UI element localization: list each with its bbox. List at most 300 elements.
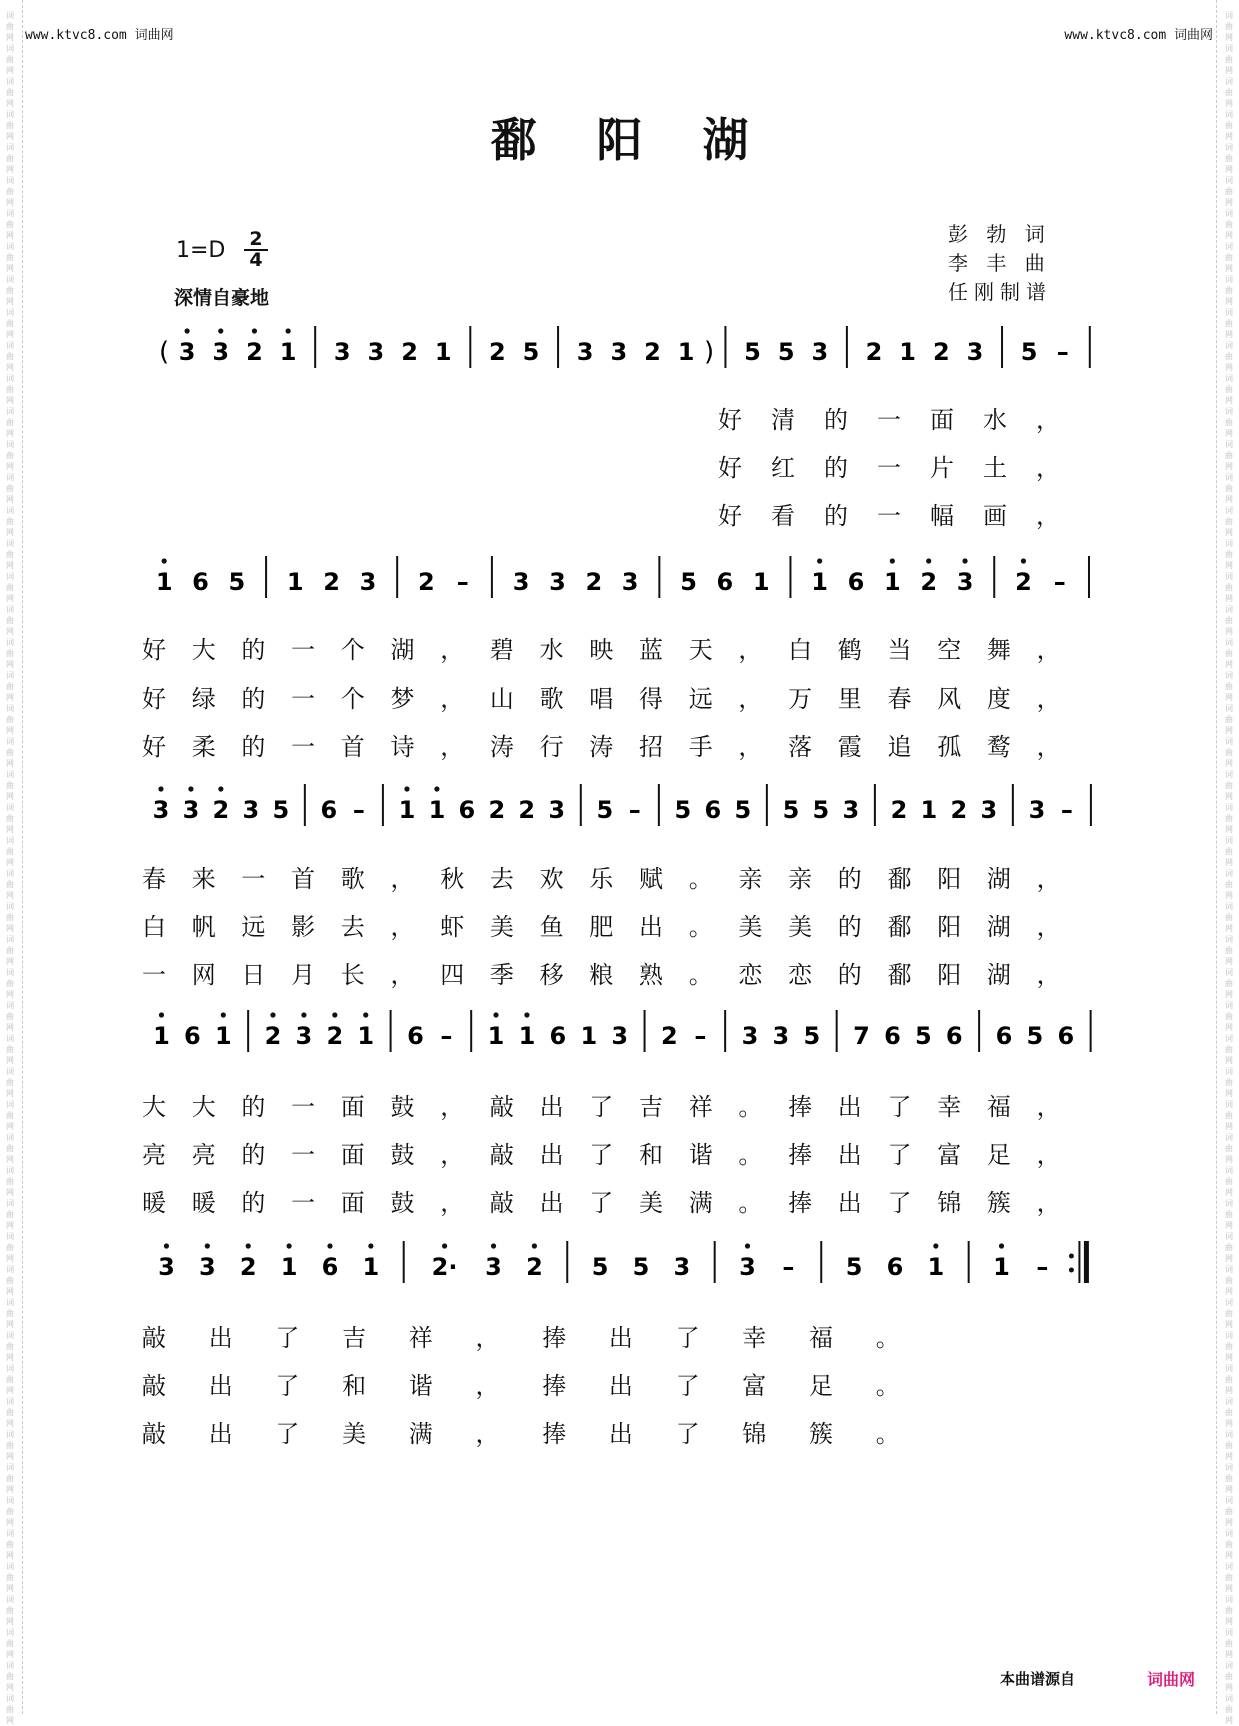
watermark-char: 网 — [6, 792, 14, 801]
note: 1 — [752, 568, 770, 596]
watermark-char: 词 — [1225, 143, 1233, 152]
note: 1 — [518, 1022, 536, 1050]
watermark-char: 词 — [6, 1529, 14, 1538]
watermark-char: 词 — [6, 1628, 14, 1637]
dash-note: – — [782, 1253, 795, 1281]
note: 2 — [518, 796, 536, 824]
watermark-char: 词 — [1225, 1628, 1233, 1637]
watermark-char: 词 — [6, 374, 14, 383]
octave-dot — [218, 786, 223, 791]
watermark-char: 网 — [1225, 1617, 1233, 1626]
watermark-char: 曲 — [1225, 319, 1233, 328]
note: 5 — [272, 796, 290, 824]
watermark-char: 曲 — [6, 1144, 14, 1153]
watermark-char: 网 — [6, 462, 14, 471]
watermark-char: 网 — [6, 627, 14, 636]
watermark-char: 曲 — [1225, 1276, 1233, 1285]
watermark-char: 词 — [6, 44, 14, 53]
watermark-char: 曲 — [6, 286, 14, 295]
watermark-char: 曲 — [1225, 1177, 1233, 1186]
watermark-char: 曲 — [1225, 1144, 1233, 1153]
watermark-char: 网 — [1225, 165, 1233, 174]
note: 2 — [488, 796, 506, 824]
watermark-char: 曲 — [1225, 1672, 1233, 1681]
octave-dot — [158, 786, 163, 791]
watermark-char: 网 — [6, 363, 14, 372]
note: 3 — [548, 796, 566, 824]
watermark-char: 词 — [1225, 1496, 1233, 1505]
watermark-char: 词 — [6, 638, 14, 647]
note: 2 — [920, 568, 938, 596]
watermark-char: 曲 — [6, 385, 14, 394]
note: 1 — [899, 338, 916, 366]
watermark-char: 曲 — [6, 484, 14, 493]
watermark-char: 词 — [1225, 1133, 1233, 1142]
lyric-line: 好柔的一首诗，涛行涛招手，落霞追孤鹜， — [142, 733, 1087, 761]
watermark-char: 网 — [1225, 198, 1233, 207]
watermark-char: 词 — [1225, 704, 1233, 713]
watermark-char: 词 — [6, 1463, 14, 1472]
octave-dot — [532, 1243, 537, 1248]
octave-dot — [159, 1012, 164, 1017]
lyric-line: 暖暖的一面鼓，敲出了美满。捧出了锦簇， — [142, 1189, 1087, 1217]
watermark-char: 词 — [6, 242, 14, 251]
watermark-char: 词 — [1225, 209, 1233, 218]
watermark-char: 网 — [1225, 528, 1233, 537]
watermark-char: 曲 — [6, 1210, 14, 1219]
watermark-char: 网 — [6, 1584, 14, 1593]
note: 5 — [680, 568, 697, 596]
watermark-char: 曲 — [6, 715, 14, 724]
octave-dot — [327, 1243, 332, 1248]
note: 3 — [741, 1022, 759, 1050]
watermark-char: 网 — [1225, 1518, 1233, 1527]
octave-dot — [286, 328, 291, 333]
watermark-char: 网 — [6, 1188, 14, 1197]
note: 3 — [152, 796, 170, 824]
watermark-char: 网 — [6, 1320, 14, 1329]
watermark-char: 网 — [1225, 1386, 1233, 1395]
watermark-char: 网 — [6, 594, 14, 603]
watermark-char: 网 — [6, 528, 14, 537]
note: 3 — [739, 1253, 756, 1281]
watermark-char: 曲 — [1225, 451, 1233, 460]
watermark-char: 曲 — [1225, 1045, 1233, 1054]
watermark-char: 词 — [6, 1364, 14, 1373]
note: 3 — [673, 1253, 691, 1281]
note: 2 — [526, 1253, 543, 1281]
watermark-char: 曲 — [6, 1177, 14, 1186]
watermark-char: 曲 — [1225, 913, 1233, 922]
watermark-char: 词 — [1225, 341, 1233, 350]
lyricist-credit: 彭 勃 词 — [948, 222, 1051, 246]
note: 3 — [610, 338, 628, 366]
watermark-char: 曲 — [1225, 1243, 1233, 1252]
watermark-char: 曲 — [1225, 616, 1233, 625]
watermark-char: 网 — [1225, 132, 1233, 141]
note: 1 — [434, 338, 452, 366]
note: 1 — [487, 1022, 505, 1050]
note: 2 — [585, 568, 603, 596]
lyric-line: 好看的一幅画， — [718, 502, 1089, 530]
watermark-char: 词 — [1225, 1694, 1233, 1703]
octave-dot — [221, 1012, 226, 1017]
octave-dot — [745, 1243, 750, 1248]
repeat-dot — [1069, 1268, 1074, 1273]
watermark-char: 词 — [1225, 1562, 1233, 1571]
watermark-char: 曲 — [1225, 253, 1233, 262]
watermark-char: 曲 — [1225, 418, 1233, 427]
watermark-char: 词 — [6, 935, 14, 944]
octave-dot — [933, 1243, 938, 1248]
note: 3 — [333, 338, 351, 366]
note: 1 — [280, 1253, 298, 1281]
watermark-char: 曲 — [6, 55, 14, 64]
watermark-char: 词 — [6, 1397, 14, 1406]
lyric-line: 亮亮的一面鼓，敲出了和谐。捧出了富足， — [142, 1141, 1087, 1169]
note: 2 — [1015, 568, 1032, 596]
watermark-char: 曲 — [6, 88, 14, 97]
octave-dot — [252, 328, 257, 333]
note: 3 — [178, 338, 196, 366]
watermark-char: 网 — [1225, 1683, 1233, 1692]
watermark-char: 词 — [6, 605, 14, 614]
octave-dot — [524, 1012, 529, 1017]
watermark-char: 曲 — [1225, 814, 1233, 823]
watermark-char: 曲 — [6, 1276, 14, 1285]
watermark-char: 曲 — [6, 1309, 14, 1318]
watermark-char: 网 — [6, 1155, 14, 1164]
watermark-char: 网 — [1225, 594, 1233, 603]
watermark-char: 曲 — [6, 682, 14, 691]
watermark-char: 网 — [6, 660, 14, 669]
watermark-char: 词 — [6, 869, 14, 878]
watermark-char: 网 — [1225, 1551, 1233, 1560]
watermark-char: 网 — [6, 99, 14, 108]
watermark-char: 曲 — [1225, 1507, 1233, 1516]
note: 6 — [716, 568, 734, 596]
watermark-char: 曲 — [6, 187, 14, 196]
watermark-char: 词 — [6, 1001, 14, 1010]
octave-dot — [270, 1012, 275, 1017]
note: 6 — [995, 1022, 1013, 1050]
dash-note: – — [1060, 796, 1073, 824]
watermark-char: 曲 — [6, 1573, 14, 1582]
note: 3 — [198, 1253, 216, 1281]
note: 3 — [1028, 796, 1046, 824]
watermark-char: 曲 — [6, 1705, 14, 1714]
watermark-char: 曲 — [6, 979, 14, 988]
watermark-char: 词 — [6, 176, 14, 185]
watermark-char: 曲 — [1225, 220, 1233, 229]
note: 5 — [1020, 338, 1038, 366]
watermark-char: 词 — [1225, 1166, 1233, 1175]
note: 5 — [1026, 1022, 1044, 1050]
watermark-char: 网 — [6, 825, 14, 834]
watermark-char: 词 — [1225, 671, 1233, 680]
note: 3 — [485, 1253, 502, 1281]
lyric-line: 好大的一个湖，碧水映蓝天，白鹤当空舞， — [142, 636, 1087, 664]
watermark-char: 网 — [1225, 33, 1233, 42]
watermark-char: 曲 — [6, 352, 14, 361]
note: 2 — [323, 568, 340, 596]
note: 3 — [158, 1253, 175, 1281]
watermark-char: 曲 — [1225, 154, 1233, 163]
watermark-char: 曲 — [6, 814, 14, 823]
watermark-char: 曲 — [6, 1078, 14, 1087]
note: 2 — [644, 338, 661, 366]
note: 5 — [522, 338, 540, 366]
watermark-char: 曲 — [6, 1045, 14, 1054]
watermark-char: 网 — [1225, 1353, 1233, 1362]
watermark-char: 词 — [6, 770, 14, 779]
watermark-char: 词 — [1225, 407, 1233, 416]
watermark-char: 网 — [6, 495, 14, 504]
watermark-char: 词 — [6, 1067, 14, 1076]
watermark-char: 网 — [6, 231, 14, 240]
watermark-char: 网 — [6, 1419, 14, 1428]
watermark-char: 曲 — [6, 451, 14, 460]
watermark-char: 词 — [6, 902, 14, 911]
watermark-char: 曲 — [1225, 1474, 1233, 1483]
note: 1 — [214, 1022, 232, 1050]
watermark-char: 网 — [1225, 1419, 1233, 1428]
watermark-char: 网 — [1225, 1089, 1233, 1098]
expression-marking: 深情自豪地 — [174, 287, 270, 309]
watermark-char: 词 — [6, 11, 14, 20]
watermark-char: 词 — [1225, 1661, 1233, 1670]
note: 6 — [945, 1022, 963, 1050]
octave-dot — [246, 1243, 251, 1248]
watermark-char: 曲 — [6, 517, 14, 526]
watermark-char: 曲 — [1225, 88, 1233, 97]
watermark-char: 网 — [6, 429, 14, 438]
site-url-right[interactable]: www.ktvc8.com 词曲网 — [1064, 28, 1213, 43]
note: 2 — [326, 1022, 344, 1050]
note: 1 — [357, 1022, 375, 1050]
watermark-char: 网 — [1225, 825, 1233, 834]
watermark-char: 词 — [6, 1595, 14, 1604]
watermark-char: 曲 — [1225, 187, 1233, 196]
octave-dot — [287, 1243, 292, 1248]
note: 3 — [842, 796, 860, 824]
watermark-char: 曲 — [6, 1408, 14, 1417]
repeat-dot — [1069, 1254, 1074, 1259]
watermark-char: 网 — [6, 1353, 14, 1362]
watermark-char: 词 — [6, 143, 14, 152]
watermark-char: 曲 — [6, 22, 14, 31]
note: 2 — [932, 338, 950, 366]
octave-dot — [434, 786, 439, 791]
watermark-char: 曲 — [1225, 880, 1233, 889]
note: 1 — [920, 796, 938, 824]
watermark-char: 网 — [1225, 1584, 1233, 1593]
watermark-char: 词 — [1225, 110, 1233, 119]
parenthesis: ( — [159, 337, 170, 367]
watermark-char: 词 — [1225, 605, 1233, 614]
note: 3 — [772, 1022, 790, 1050]
octave-dot — [188, 786, 193, 791]
note: 1 — [677, 338, 695, 366]
watermark-char: 词 — [6, 110, 14, 119]
note: 6 — [1057, 1022, 1075, 1050]
watermark-char: 词 — [6, 308, 14, 317]
watermark-char: 网 — [6, 1452, 14, 1461]
watermark-char: 曲 — [6, 1342, 14, 1351]
watermark-char: 曲 — [1225, 1705, 1233, 1714]
watermark-char: 词 — [1225, 770, 1233, 779]
watermark-char: 词 — [6, 77, 14, 86]
watermark-char: 曲 — [1225, 55, 1233, 64]
watermark-char: 网 — [1225, 924, 1233, 933]
watermark-char: 词 — [6, 1133, 14, 1142]
watermark-char: 网 — [1225, 1122, 1233, 1131]
note: 3 — [182, 796, 200, 824]
watermark-char: 网 — [6, 66, 14, 75]
watermark-char: 网 — [1225, 1155, 1233, 1164]
watermark-char: 网 — [6, 297, 14, 306]
note: 5 — [777, 338, 795, 366]
watermark-char: 网 — [1225, 561, 1233, 570]
note: 1 — [398, 796, 416, 824]
watermark-char: 词 — [6, 440, 14, 449]
watermark-char: 网 — [6, 1551, 14, 1560]
composer-credit: 李 丰 曲 — [948, 251, 1051, 275]
watermark-char: 曲 — [1225, 1309, 1233, 1318]
watermark-char: 词 — [6, 1331, 14, 1340]
watermark-char: 词 — [1225, 275, 1233, 284]
watermark-char: 网 — [1225, 462, 1233, 471]
watermark-char: 网 — [1225, 1320, 1233, 1329]
note: 2 — [246, 338, 263, 366]
watermark-char: 词 — [1225, 803, 1233, 812]
watermark-char: 曲 — [6, 418, 14, 427]
dash-note: – — [1053, 568, 1066, 596]
octave-dot — [493, 1012, 498, 1017]
lyric-line: 一网日月长，四季移粮熟。恋恋的鄱阳湖， — [142, 961, 1087, 989]
note: 3 — [576, 338, 594, 366]
dash-note: – — [694, 1022, 707, 1050]
watermark-char: 词 — [6, 1100, 14, 1109]
watermark-char: 网 — [1225, 1485, 1233, 1494]
note: 3 — [621, 568, 639, 596]
watermark-char: 网 — [6, 1617, 14, 1626]
watermark-char: 曲 — [1225, 682, 1233, 691]
octave-dot — [184, 328, 189, 333]
watermark-char: 词 — [1225, 506, 1233, 515]
note: 5 — [228, 568, 246, 596]
watermark-char: 曲 — [1225, 1210, 1233, 1219]
watermark-char: 词 — [6, 473, 14, 482]
lyric-line: 好红的一片土， — [718, 454, 1089, 482]
watermark-char: 网 — [6, 1254, 14, 1263]
watermark-char: 曲 — [1225, 847, 1233, 856]
source-label: 本曲谱源自 — [1000, 1670, 1076, 1688]
watermark-char: 曲 — [1225, 649, 1233, 658]
watermark-char: 网 — [1225, 1716, 1233, 1725]
watermark-char: 词 — [6, 1298, 14, 1307]
site-url-left[interactable]: www.ktvc8.com 词曲网 — [25, 28, 174, 43]
note: 3 — [212, 338, 230, 366]
source-logo[interactable]: 词曲网 — [1147, 1670, 1196, 1689]
watermark-char: 词 — [6, 1694, 14, 1703]
watermark-char: 曲 — [1225, 517, 1233, 526]
watermark-char: 曲 — [6, 1672, 14, 1681]
watermark-char: 网 — [6, 1716, 14, 1725]
note: 1 — [155, 568, 173, 596]
watermark-char: 曲 — [6, 880, 14, 889]
watermark-char: 网 — [6, 132, 14, 141]
watermark-char: 词 — [6, 1496, 14, 1505]
watermark-char: 曲 — [6, 748, 14, 757]
watermark-char: 词 — [6, 1661, 14, 1670]
watermark-char: 词 — [1225, 1331, 1233, 1340]
watermark-char: 词 — [6, 968, 14, 977]
note: 6 — [549, 1022, 567, 1050]
note: 3 — [295, 1022, 313, 1050]
watermark-char: 词 — [1225, 572, 1233, 581]
watermark-char: 词 — [6, 506, 14, 515]
watermark-char: 词 — [6, 209, 14, 218]
octave-dot — [890, 558, 895, 563]
note: 2 — [890, 796, 908, 824]
lyric-line: 敲出了美满，捧出了锦簇。 — [142, 1420, 943, 1448]
watermark-char: 词 — [1225, 638, 1233, 647]
watermark-char: 曲 — [6, 319, 14, 328]
octave-dot — [368, 1243, 373, 1248]
watermark-char: 网 — [6, 1518, 14, 1527]
key-signature: 1=D — [176, 238, 226, 263]
dash-note: – — [628, 796, 641, 824]
watermark-char: 词 — [6, 704, 14, 713]
note: 5 — [632, 1253, 650, 1281]
watermark-char: 词 — [1225, 11, 1233, 20]
watermark-char: 曲 — [1225, 121, 1233, 130]
watermark-char: 曲 — [1225, 484, 1233, 493]
note: 3 — [512, 568, 530, 596]
watermark-char: 网 — [1225, 660, 1233, 669]
note: 1 — [153, 1022, 170, 1050]
note: 3 — [611, 1022, 629, 1050]
watermark-char: 曲 — [6, 1474, 14, 1483]
watermark-char: 词 — [1225, 440, 1233, 449]
watermark-char: 词 — [1225, 44, 1233, 53]
watermark-char: 网 — [1225, 264, 1233, 273]
note: 3 — [966, 338, 984, 366]
octave-dot — [205, 1243, 210, 1248]
watermark-char: 词 — [1225, 968, 1233, 977]
watermark-char: 曲 — [1225, 1408, 1233, 1417]
watermark-char: 曲 — [1225, 1111, 1233, 1120]
note: 2 — [488, 338, 506, 366]
watermark-char: 网 — [1225, 891, 1233, 900]
watermark-char: 网 — [1225, 1650, 1233, 1659]
watermark-char: 词 — [1225, 1067, 1233, 1076]
note: 5 — [812, 796, 830, 824]
watermark-char: 曲 — [6, 1012, 14, 1021]
watermark-char: 网 — [1225, 396, 1233, 405]
note: 2 — [950, 796, 968, 824]
watermark-char: 网 — [1225, 495, 1233, 504]
watermark-char: 网 — [1225, 792, 1233, 801]
watermark-char: 网 — [6, 33, 14, 42]
watermark-char: 曲 — [1225, 385, 1233, 394]
octave-dot — [442, 1243, 447, 1248]
watermark-char: 网 — [1225, 1221, 1233, 1230]
watermark-char: 词 — [6, 1166, 14, 1175]
watermark-char: 曲 — [6, 220, 14, 229]
watermark-char: 网 — [6, 396, 14, 405]
